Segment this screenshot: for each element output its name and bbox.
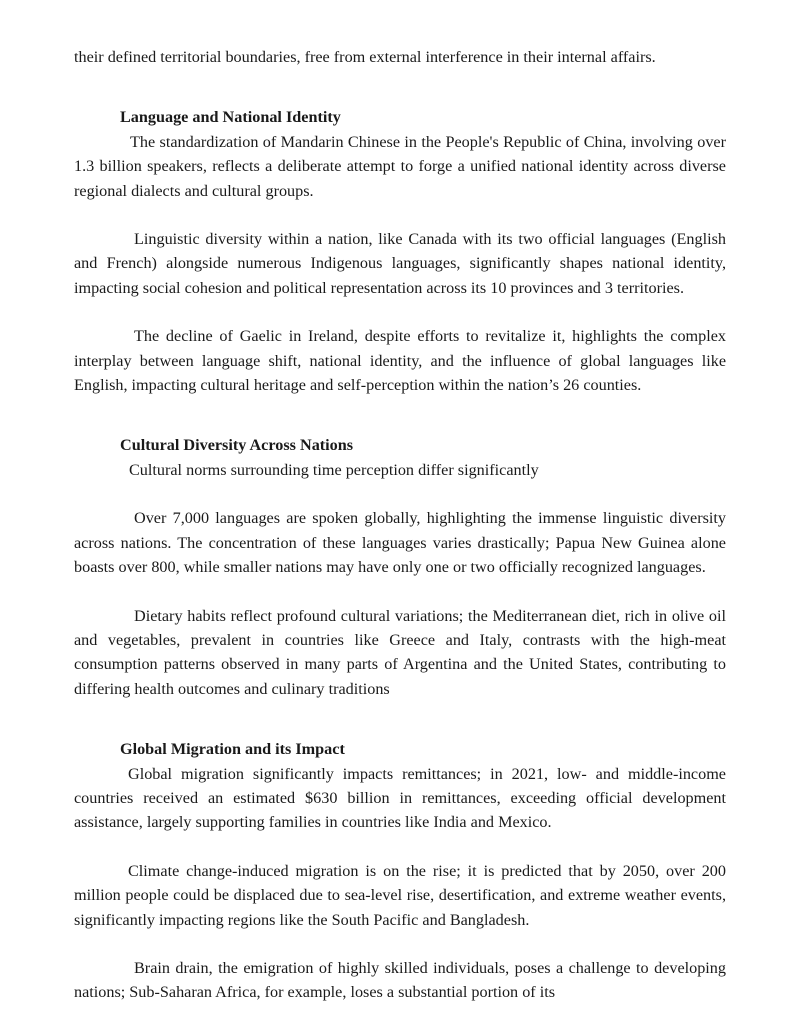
paragraph-remittances: Global migration significantly impacts remittances; in 2021, low- and middle-income countries received an estimated $630 billion in remittances, exceeding official development assistance, largely supporting families in countries like India and Mexico. [74,764,726,832]
paragraph-dietary-habits: Dietary habits reflect profound cultural variations; the Mediterranean diet, rich in olive oil and vegetables, prevalent in countries like Greece and Italy, contrasts with the high-meat consumption patterns observed in many parts of Argentina and the United States, contributing to differing health outcomes and culinary traditions [74,606,726,698]
section-heading-language-identity: Language and National Identity [120,108,341,127]
spacer [74,835,726,859]
paragraph-gaelic: The decline of Gaelic in Ireland, despite efforts to revitalize it, highlights the complex interplay between language shift, national identity, and the influence of global languages like English, impacting cultural heritage and self-perception within the nation’s 26 counties. [74,327,726,395]
document-page [74,45,726,1005]
paragraph-languages-globally: Over 7,000 languages are spoken globally, highlighting the immense linguistic diversity across nations. The concentration of these languages varies drastically; Papua New Guinea alone boasts over 800, while smaller nations may have only one or two officially recognized languages. [74,509,726,577]
spacer [74,932,726,956]
paragraph-mandarin: The standardization of Mandarin Chinese in the People's Republic of China, involving over 1.3 billion speakers, reflects a deliberate attempt to forge a unified national identity across diverse regional dialects and cultural groups. [74,132,726,200]
spacer [74,701,726,725]
spacer [74,300,726,324]
spacer [74,397,726,421]
section-heading-global-migration: Global Migration and its Impact [120,740,345,759]
paragraph-brain-drain: Brain drain, the emigration of highly skilled individuals, poses a challenge to developing nations; Sub-Saharan Africa, for example, loses a substantial portion of its [74,958,726,1002]
continuation-paragraph: their defined territorial boundaries, free from external interference in their internal affairs. [74,48,656,66]
spacer [74,69,726,93]
paragraph-time-perception: Cultural norms surrounding time perception differ significantly [129,460,539,479]
spacer [74,203,726,227]
spacer [74,482,726,506]
section-heading-cultural-diversity: Cultural Diversity Across Nations [120,436,354,455]
paragraph-climate-migration: Climate change-induced migration is on the rise; it is predicted that by 2050, over 200 million people could be displaced due to sea-level rise, desertification, and extreme weather events, significantly impacting regions like the South Pacific and Bangladesh. [74,861,726,929]
paragraph-canada: Linguistic diversity within a nation, like Canada with its two official languages (English and French) alongside numerous Indigenous languages, significantly shapes national identity, impacting social cohesion and political representation across its 10 provinces and 3 territories. [74,230,726,297]
spacer [74,580,726,604]
